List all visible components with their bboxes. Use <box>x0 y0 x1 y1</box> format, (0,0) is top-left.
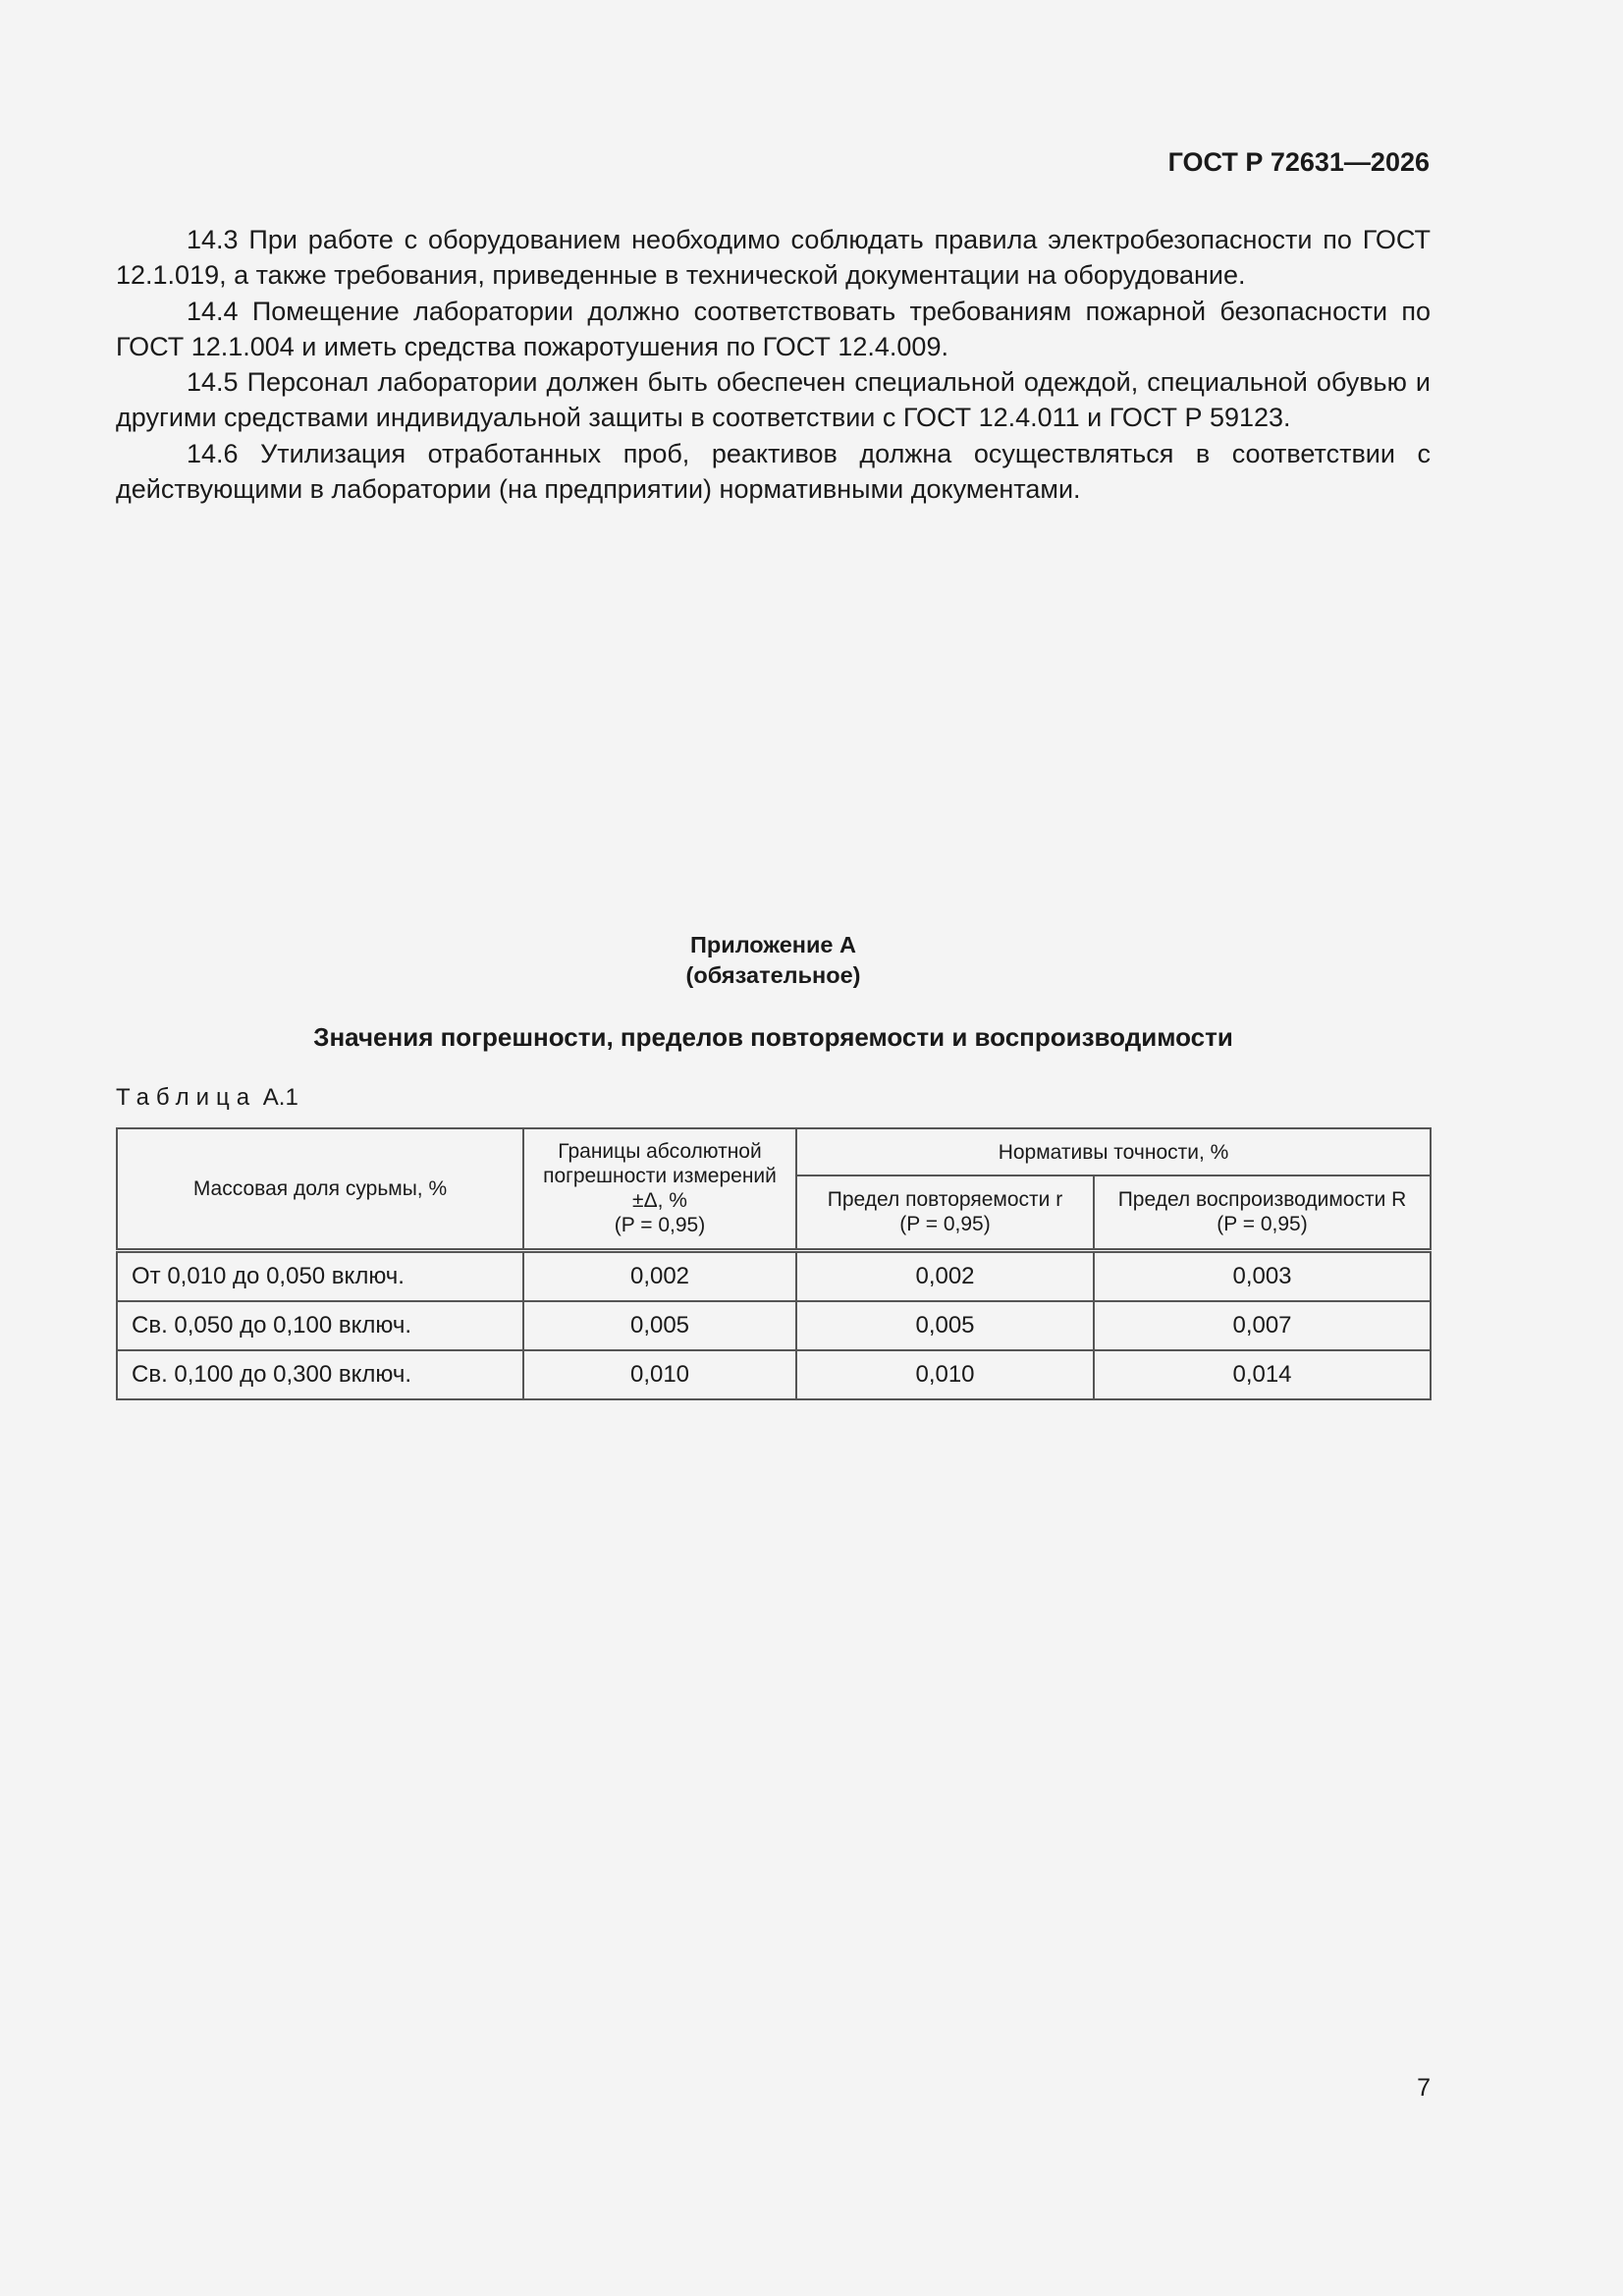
table-row <box>117 1350 1431 1399</box>
appendix-heading <box>116 930 1431 991</box>
cell-repeatability: 0,002 <box>796 1250 1094 1301</box>
paragraph-14-3: 14.3 При работе с оборудованием необходимо соблюдать правила электробезопасности по ГОСТ 12.1.019, а также требования, приведенные в технической документации на оборудование. <box>116 225 1431 291</box>
cell-repeatability: 0,005 <box>796 1301 1094 1350</box>
cell-repeatability: 0,010 <box>796 1350 1094 1399</box>
cell-delta: 0,005 <box>523 1301 796 1350</box>
header-accuracy-norms: Нормативы точности, % <box>796 1128 1431 1175</box>
cell-reproducibility: 0,007 <box>1094 1301 1431 1350</box>
header-repeatability <box>796 1175 1094 1250</box>
document-code: ГОСТ Р 72631—2026 <box>1167 147 1430 177</box>
header-repeatability-text: Предел повторяемости r <box>827 1188 1063 1212</box>
paragraph-14-6: 14.6 Утилизация отработанных проб, реактивов должна осуществляться в соответствии с действующими в лаборатории (на предприятии) нормативными документами. <box>116 438 1431 505</box>
table-row <box>117 1301 1431 1350</box>
header-mass-fraction: Массовая доля сурьмы, % <box>117 1128 523 1250</box>
header-error-limits-probability: (P = 0,95) <box>614 1214 706 1237</box>
cell-range: От 0,010 до 0,050 включ. <box>117 1250 523 1301</box>
header-error-limits-text: Границы абсолютной погрешности измерений ±Δ, % <box>543 1140 777 1213</box>
appendix-label: Приложение А <box>690 932 856 957</box>
header-repeatability-probability: (P = 0,95) <box>899 1213 991 1236</box>
paragraph-14-4: 14.4 Помещение лаборатории должно соответствовать требованиям пожарной безопасности по ГОСТ 12.1.004 и иметь средства пожаротушения по ГОСТ 12.4.009. <box>116 296 1431 361</box>
accuracy-table <box>116 1127 1432 1400</box>
cell-range: Св. 0,050 до 0,100 включ. <box>117 1301 523 1350</box>
cell-reproducibility: 0,014 <box>1094 1350 1431 1399</box>
cell-delta: 0,002 <box>523 1250 796 1301</box>
table-caption-number: А.1 <box>262 1084 298 1111</box>
header-reproducibility-probability: (P = 0,95) <box>1217 1213 1308 1236</box>
cell-delta: 0,010 <box>523 1350 796 1399</box>
header-reproducibility-text: Предел воспроизводимости R <box>1117 1188 1407 1212</box>
appendix-status: (обязательное) <box>685 962 861 988</box>
table-caption <box>116 1084 298 1112</box>
page-number: 7 <box>1417 2074 1431 2102</box>
body-text <box>116 222 1431 507</box>
table-caption-word: Таблица <box>116 1084 257 1111</box>
cell-range: Св. 0,100 до 0,300 включ. <box>117 1350 523 1399</box>
header-reproducibility <box>1094 1175 1431 1250</box>
paragraph-14-5: 14.5 Персонал лаборатории должен быть обеспечен специальной одеждой, специальной обувью и другими средствами индивидуальной защиты в соответствии с ГОСТ 12.4.011 и ГОСТ Р 59123. <box>116 367 1431 433</box>
header-error-limits <box>523 1128 796 1250</box>
table-row <box>117 1250 1431 1301</box>
cell-reproducibility: 0,003 <box>1094 1250 1431 1301</box>
appendix-title: Значения погрешности, пределов повторяемости и воспроизводимости <box>313 1022 1233 1052</box>
